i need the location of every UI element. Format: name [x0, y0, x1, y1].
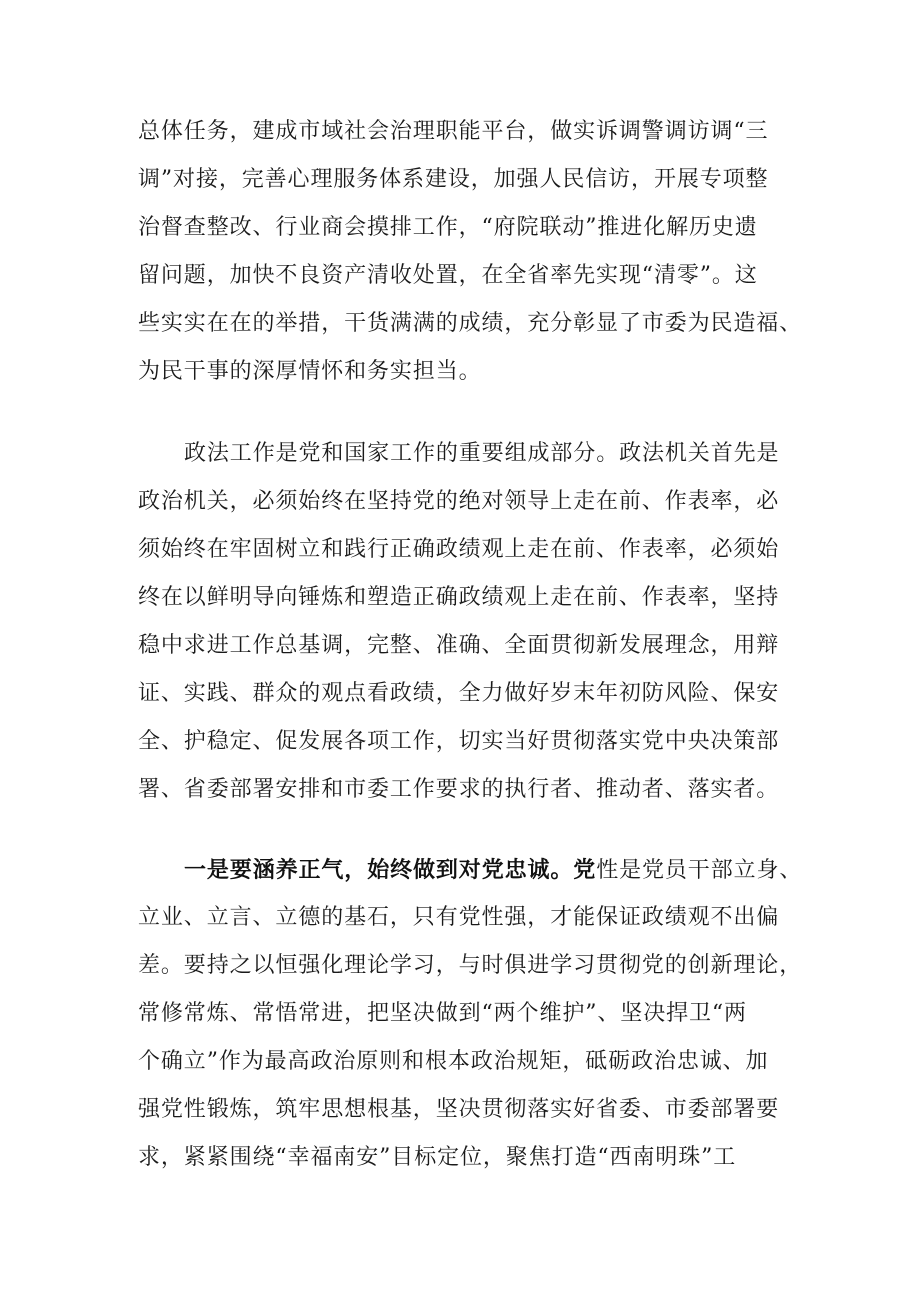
text-line: 证、实践、群众的观点看政绩，全力做好岁末年初防风险、保安	[138, 681, 780, 706]
paragraph-heading: 一是要涵养正气，始终做到对党忠诚。党	[184, 857, 597, 883]
text-line: 些实实在在的举措，干货满满的成绩，充分彰显了市委为民造福、	[138, 311, 803, 336]
paragraph-heading-rest: 性是党员干部立身、	[596, 858, 803, 883]
text-line: 差。要持之以恒强化理论学习，与时俱进学习贯彻党的创新理论，	[138, 953, 803, 978]
text-line: 署、省委部署安排和市委工作要求的执行者、推动者、落实者。	[138, 777, 780, 802]
text-line: 为民干事的深厚情怀和务实担当。	[138, 359, 482, 384]
paragraph-3	[138, 846, 803, 1182]
text-line-first	[138, 846, 803, 894]
text-line: 终在以鲜明导向锤炼和塑造正确政绩观上走在前、作表率，坚持	[138, 585, 780, 610]
text-line: 政治机关，必须始终在坚持党的绝对领导上走在前、作表率，必	[138, 489, 780, 514]
text-line: 留问题，加快不良资产清收处置，在全省率先实现“清零”。这	[138, 263, 758, 288]
text-line: 个确立”作为最高政治原则和根本政治规矩，砥砺政治忠诚、加	[138, 1049, 769, 1074]
text-line: 稳中求进工作总基调，完整、准确、全面贯彻新发展理念，用辩	[138, 633, 780, 658]
text-line: 治督查整改、行业商会摸排工作，“府院联动”推进化解历史遗	[138, 215, 758, 240]
text-line: 须始终在牢固树立和践行正确政绩观上走在前、作表率，必须始	[138, 537, 780, 562]
paragraph-2	[138, 430, 798, 814]
text-line: 立业、立言、立德的基石，只有党性强，才能保证政绩观不出偏	[138, 905, 780, 930]
text-line: 总体任务，建成市域社会治理职能平台，做实诉调警调访调“三	[138, 119, 769, 144]
text-line: 政法工作是党和国家工作的重要组成部分。政法机关首先是	[184, 441, 780, 466]
paragraph-1	[138, 108, 803, 396]
text-line: 调”对接，完善心理服务体系建设，加强人民信访，开展专项整	[138, 167, 769, 192]
text-line: 常修常炼、常悟常进，把坚决做到“两个维护”、坚决捍卫“两	[138, 1001, 747, 1026]
text-line: 强党性锻炼，筑牢思想根基，坚决贯彻落实好省委、市委部署要	[138, 1097, 780, 1122]
text-line: 全、护稳定、促发展各项工作，切实当好贯彻落实党中央决策部	[138, 729, 780, 754]
text-line: 求，紧紧围绕“幸福南安”目标定位，聚焦打造“西南明珠”工	[138, 1145, 737, 1170]
